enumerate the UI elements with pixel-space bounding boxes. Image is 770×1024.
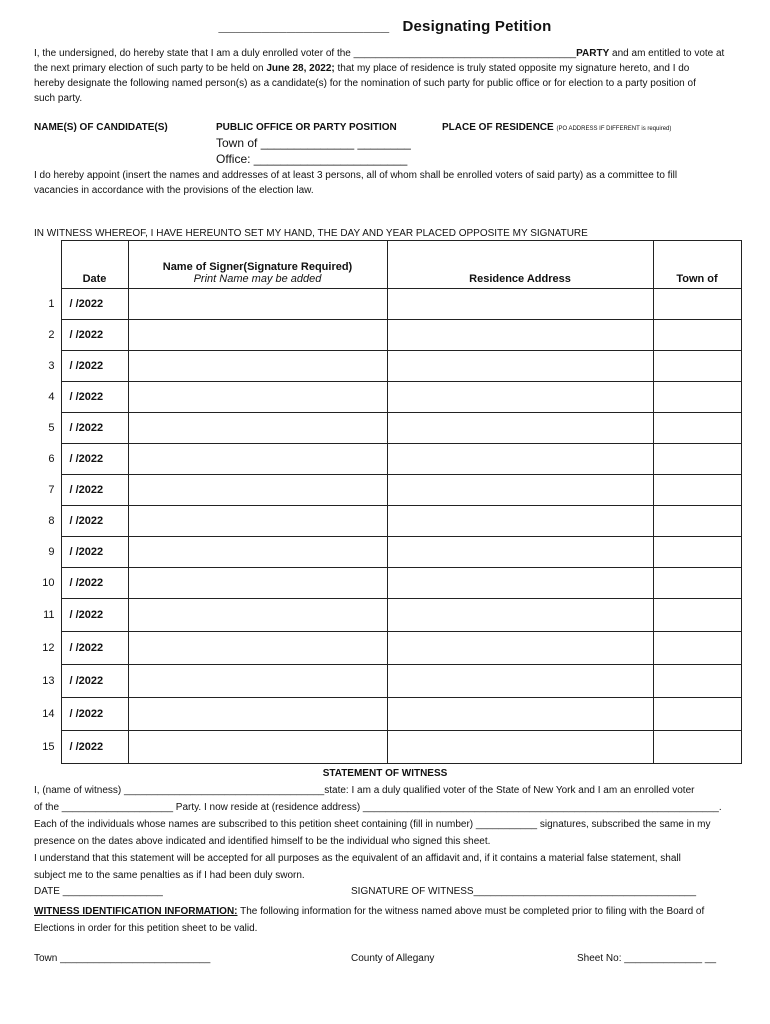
town-cell[interactable] [653, 665, 741, 698]
date-cell[interactable]: / /2022 [61, 568, 128, 599]
witness-id-text: The following information for the witness named above must be completed prior to filing with the Board of [237, 906, 705, 917]
address-cell[interactable] [387, 698, 653, 731]
table-row [34, 568, 741, 599]
town-cell[interactable] [653, 537, 741, 568]
date-cell[interactable]: / /2022 [61, 537, 128, 568]
table-row [34, 632, 741, 665]
town-cell[interactable] [653, 599, 741, 632]
signer-header-label: Name of Signer(Signature Required) [162, 261, 353, 273]
address-cell[interactable] [387, 568, 653, 599]
town-of-line: Town of ______________ ________ [216, 136, 411, 150]
signer-header [128, 241, 387, 289]
title-blank: ____________________ [218, 18, 390, 35]
town-cell[interactable] [653, 289, 741, 320]
signer-cell[interactable] [128, 698, 387, 731]
signer-cell[interactable] [128, 599, 387, 632]
residence-header [442, 122, 671, 133]
table-row [34, 665, 741, 698]
footer-town-field[interactable]: Town ___________________________ [34, 953, 211, 964]
signer-cell[interactable] [128, 506, 387, 537]
signer-header-sub: Print Name may be added [193, 273, 322, 285]
row-number: 4 [48, 391, 55, 403]
address-cell[interactable] [387, 506, 653, 537]
signer-cell[interactable] [128, 320, 387, 351]
witness-whereof: IN WITNESS WHEREOF, I HAVE HEREUNTO SET MY HAND, THE DAY AND YEAR PLACED OPPOSITE MY SIGNATURE [34, 228, 588, 239]
town-cell[interactable] [653, 506, 741, 537]
statement-line-1[interactable]: I, (name of witness) ____________________________________state: I am a duly qualified voter of the State of New York and I am an enrolled voter [34, 785, 695, 796]
row-number: 7 [48, 484, 55, 496]
office-header: PUBLIC OFFICE OR PARTY POSITION [216, 122, 397, 133]
row-number: 5 [48, 422, 55, 434]
town-cell[interactable] [653, 475, 741, 506]
table-row [34, 537, 741, 568]
row-number: 14 [42, 708, 55, 720]
table-row [34, 351, 741, 382]
signer-cell[interactable] [128, 289, 387, 320]
date-cell[interactable]: / /2022 [61, 382, 128, 413]
witness-id-heading: WITNESS IDENTIFICATION INFORMATION: [34, 906, 238, 917]
signer-cell[interactable] [128, 632, 387, 665]
intro-line-2: the next primary election of such party to be held on [34, 63, 267, 74]
date-field[interactable]: DATE __________________ [34, 886, 163, 897]
address-cell[interactable] [387, 413, 653, 444]
signer-cell[interactable] [128, 475, 387, 506]
address-header: Residence Address [387, 241, 653, 289]
signer-cell[interactable] [128, 665, 387, 698]
footer-sheet-number[interactable]: Sheet No: ______________ __ [577, 953, 717, 964]
committee-line-2: vacancies in accordance with the provisions of the election law. [34, 185, 314, 196]
table-row [34, 382, 741, 413]
date-cell[interactable]: / /2022 [61, 351, 128, 382]
address-cell[interactable] [387, 444, 653, 475]
committee-line-1: I do hereby appoint (insert the names and addresses of at least 3 persons, all of whom shall be enrolled voters of said party) as a committee to fill [34, 170, 678, 181]
intro-line-1-end: and am entitled to vote at [609, 48, 725, 59]
footer-county: County of Allegany [351, 953, 435, 964]
date-cell[interactable]: / /2022 [61, 444, 128, 475]
row-number: 1 [48, 298, 55, 310]
date-cell[interactable]: / /2022 [61, 289, 128, 320]
date-cell[interactable]: / /2022 [61, 413, 128, 444]
row-number: 11 [43, 609, 55, 621]
address-cell[interactable] [387, 382, 653, 413]
signature-table [34, 240, 742, 764]
table-row [34, 475, 741, 506]
address-cell[interactable] [387, 632, 653, 665]
date-cell[interactable]: / /2022 [61, 731, 128, 764]
title-text: Designating Petition [402, 18, 552, 35]
date-cell[interactable]: / /2022 [61, 320, 128, 351]
signer-cell[interactable] [128, 731, 387, 764]
address-cell[interactable] [387, 351, 653, 382]
statement-line-4: presence on the dates above indicated and identified himself to be the individual who signed this sheet. [34, 836, 491, 847]
town-cell[interactable] [653, 413, 741, 444]
witness-id-info [34, 903, 740, 937]
row-number: 12 [42, 642, 55, 654]
intro-line-3: hereby designate the following named person(s) as a candidate(s) for the nomination of such party for public office or for election to a party position of [34, 78, 696, 89]
town-cell[interactable] [653, 568, 741, 599]
date-cell[interactable]: / /2022 [61, 475, 128, 506]
intro-line-2-end: that my place of residence is truly stated opposite my signature hereto, and I do [334, 63, 690, 74]
town-cell[interactable] [653, 351, 741, 382]
statement-line-2[interactable]: of the ____________________ Party. I now reside at (residence address) ________________________________________________________________. [34, 802, 722, 813]
address-cell[interactable] [387, 537, 653, 568]
address-cell[interactable] [387, 475, 653, 506]
table-row [34, 413, 741, 444]
row-number: 2 [48, 329, 55, 341]
address-cell[interactable] [387, 665, 653, 698]
party-label: PARTY [576, 48, 610, 59]
address-cell[interactable] [387, 731, 653, 764]
town-cell[interactable] [653, 444, 741, 475]
row-number: 6 [48, 453, 55, 465]
row-number: 3 [48, 360, 55, 372]
statement-body [34, 782, 740, 884]
date-header: Date [61, 241, 128, 289]
committee-paragraph [34, 168, 740, 198]
table-row [34, 506, 741, 537]
election-date: June 28, 2022; [266, 63, 335, 74]
statement-title: STATEMENT OF WITNESS [322, 768, 448, 779]
date-cell[interactable]: / /2022 [61, 506, 128, 537]
address-cell[interactable] [387, 320, 653, 351]
date-cell[interactable]: / /2022 [61, 599, 128, 632]
town-cell[interactable] [653, 698, 741, 731]
witness-signature-field[interactable]: SIGNATURE OF WITNESS________________________________________ [351, 886, 697, 897]
statement-line-3[interactable]: Each of the individuals whose names are subscribed to this petition sheet containing (fill in number) ___________ signatures, subscribed the same in my [34, 819, 711, 830]
date-cell[interactable]: / /2022 [61, 698, 128, 731]
address-cell[interactable] [387, 289, 653, 320]
table-row [34, 289, 741, 320]
table-row [34, 698, 741, 731]
town-cell[interactable] [653, 731, 741, 764]
statement-line-5: I understand that this statement will be accepted for all purposes as the equivalent of an affidavit and, if it contains a material false statement, shall [34, 853, 681, 864]
signer-cell[interactable] [128, 537, 387, 568]
row-number: 9 [48, 546, 55, 558]
statement-line-6: subject me to the same penalties as if I had been duly sworn. [34, 870, 305, 881]
signer-cell[interactable] [128, 382, 387, 413]
date-cell[interactable]: / /2022 [61, 632, 128, 665]
table-row [34, 599, 741, 632]
signer-cell[interactable] [128, 413, 387, 444]
candidates-header: NAME(S) OF CANDIDATE(S) [34, 122, 168, 133]
town-header: Town of [653, 241, 741, 289]
residence-header-label: PLACE OF RESIDENCE [442, 122, 554, 133]
witness-id-text-2: Elections in order for this petition sheet to be valid. [34, 923, 258, 934]
petition-title [0, 18, 770, 35]
signer-cell[interactable] [128, 568, 387, 599]
intro-line-1: I, the undersigned, do hereby state that I am a duly enrolled voter of the ________________________________________ [34, 48, 577, 59]
row-number: 8 [48, 515, 55, 527]
signer-cell[interactable] [128, 351, 387, 382]
intro-line-4: such party. [34, 93, 83, 104]
row-number: 15 [42, 741, 55, 753]
town-cell[interactable] [653, 382, 741, 413]
row-number: 10 [42, 577, 55, 589]
row-number: 13 [42, 675, 55, 687]
table-header-row [34, 241, 741, 289]
date-cell[interactable]: / /2022 [61, 665, 128, 698]
town-cell[interactable] [653, 320, 741, 351]
intro-paragraph [34, 46, 740, 106]
table-row [34, 444, 741, 475]
town-cell[interactable] [653, 632, 741, 665]
table-row [34, 731, 741, 764]
signer-cell[interactable] [128, 444, 387, 475]
residence-header-note: (PO ADDRESS IF DIFFERENT is required) [556, 126, 672, 132]
row-number-header [34, 241, 61, 289]
office-line: Office: _______________________ [216, 152, 408, 166]
address-cell[interactable] [387, 599, 653, 632]
table-row [34, 320, 741, 351]
